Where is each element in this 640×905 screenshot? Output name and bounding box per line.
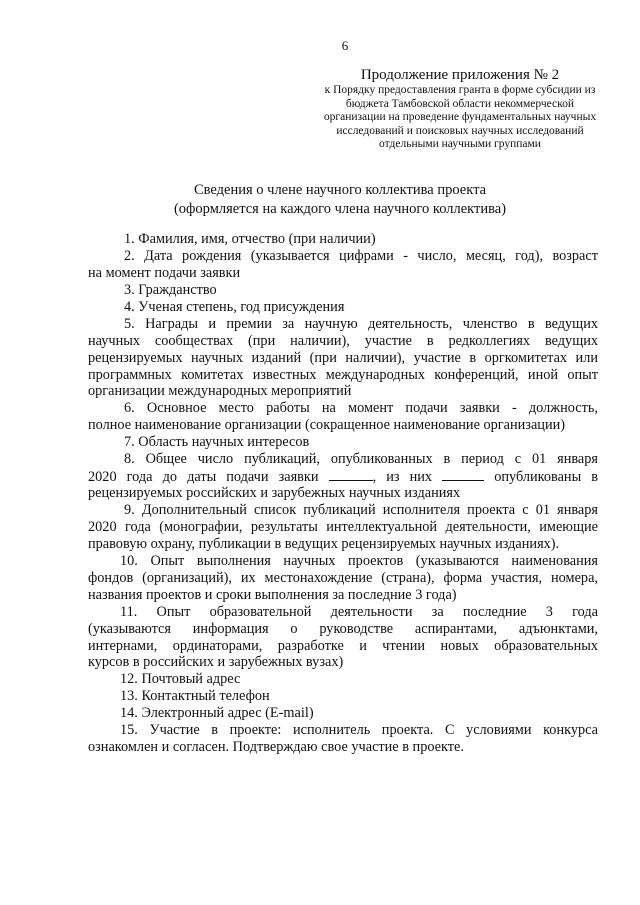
item-7: 7. Область научных интересов bbox=[124, 434, 310, 451]
heading-subtitle: (оформляется на каждого члена научного коллектива) bbox=[173, 201, 507, 217]
appendix-line: к Порядку предоставления гранта в форме субсидии из bbox=[324, 84, 596, 96]
item-10: 10. Опыт выполнения научных проектов (указываются наименования bbox=[120, 552, 598, 569]
appendix-block bbox=[300, 66, 620, 152]
item-11: 11. Опыт образовательной деятельности за последние 3 года bbox=[120, 603, 598, 620]
item-5-cont: научных сообществах (при наличии), участие в редколлегиях ведущих bbox=[88, 332, 598, 349]
item-8-text: , из них bbox=[372, 469, 433, 486]
item-14: 14. Электронный адрес (E-mail) bbox=[120, 705, 314, 722]
item-5: 5. Награды и премии за научную деятельность, членство в ведущих bbox=[124, 315, 598, 332]
item-2-cont: на момент подачи заявки bbox=[88, 264, 241, 281]
item-8-cont: рецензируемых российских и зарубежных научных изданиях bbox=[88, 485, 461, 502]
item-11-cont: курсов в российских и зарубежных вузах) bbox=[88, 654, 344, 671]
form-items bbox=[88, 231, 598, 756]
item-11-cont: (указываются информация о руководстве аспирантами, адъюнктами, bbox=[88, 620, 598, 637]
item-15-cont: ознакомлен и согласен. Подтверждаю свое участие в проекте. bbox=[88, 739, 464, 756]
item-6: 6. Основное место работы на момент подачи заявки - должность, bbox=[124, 400, 598, 417]
page-number: 6 bbox=[341, 38, 349, 53]
item-11-cont: интернами, ординаторами, разработке и чтении новых образовательных bbox=[88, 637, 598, 654]
item-9-cont: правовую охрану, публикации в ведущих рецензируемых научных изданиях). bbox=[88, 535, 560, 552]
item-6-cont: полное наименование организации (сокращенное наименование организации) bbox=[88, 417, 566, 434]
item-4: 4. Ученая степень, год присуждения bbox=[124, 298, 345, 315]
item-8-cont bbox=[88, 468, 598, 485]
item-8: 8. Общее число публикаций, опубликованных в период с 01 января bbox=[124, 451, 598, 468]
item-15: 15. Участие в проекте: исполнитель проекта. С условиями конкурса bbox=[120, 722, 598, 739]
item-1: 1. Фамилия, имя, отчество (при наличии) bbox=[124, 231, 376, 247]
item-9: 9. Дополнительный список публикаций исполнителя проекта с 01 января bbox=[124, 502, 598, 518]
heading-title: Сведения о члене научного коллектива проекта bbox=[193, 182, 487, 198]
item-5-cont: организации международных мероприятий bbox=[88, 383, 352, 400]
item-10-cont: фондов (организаций), их местонахождение (страна), форма участия, номера, bbox=[88, 569, 598, 586]
item-10-cont: названия проектов и сроки выполнения за последние 3 года) bbox=[88, 586, 457, 603]
appendix-line: отдельными научными группами bbox=[379, 138, 541, 151]
item-3: 3. Гражданство bbox=[124, 281, 217, 298]
appendix-title: Продолжение приложения № 2 bbox=[360, 67, 560, 83]
appendix-line: бюджета Тамбовской области некоммерческой bbox=[345, 97, 575, 110]
appendix-line: исследований и поисковых научных исследований bbox=[336, 124, 584, 137]
item-9-cont: 2020 года (монографии, результаты интеллектуальной деятельности, имеющие bbox=[88, 518, 598, 535]
item-5-cont: программных комитетах известных международных конференций, иной опыт bbox=[88, 366, 598, 383]
item-8-text: опубликованы в bbox=[494, 469, 598, 486]
item-12: 12. Почтовый адрес bbox=[120, 671, 241, 688]
appendix-line: организации на проведение фундаментальных научных bbox=[323, 111, 597, 124]
form-heading bbox=[70, 181, 610, 219]
item-5-cont: рецензируемых научных изданий (при наличии), участие в оргкомитетах или bbox=[88, 349, 598, 366]
item-13: 13. Контактный телефон bbox=[120, 688, 270, 705]
count-blank bbox=[442, 468, 484, 481]
item-8-text: 2020 года до даты подачи заявки bbox=[88, 469, 319, 486]
item-2: 2. Дата рождения (указывается цифрами - число, месяц, год), возраст bbox=[124, 247, 598, 264]
count-blank bbox=[329, 468, 373, 481]
